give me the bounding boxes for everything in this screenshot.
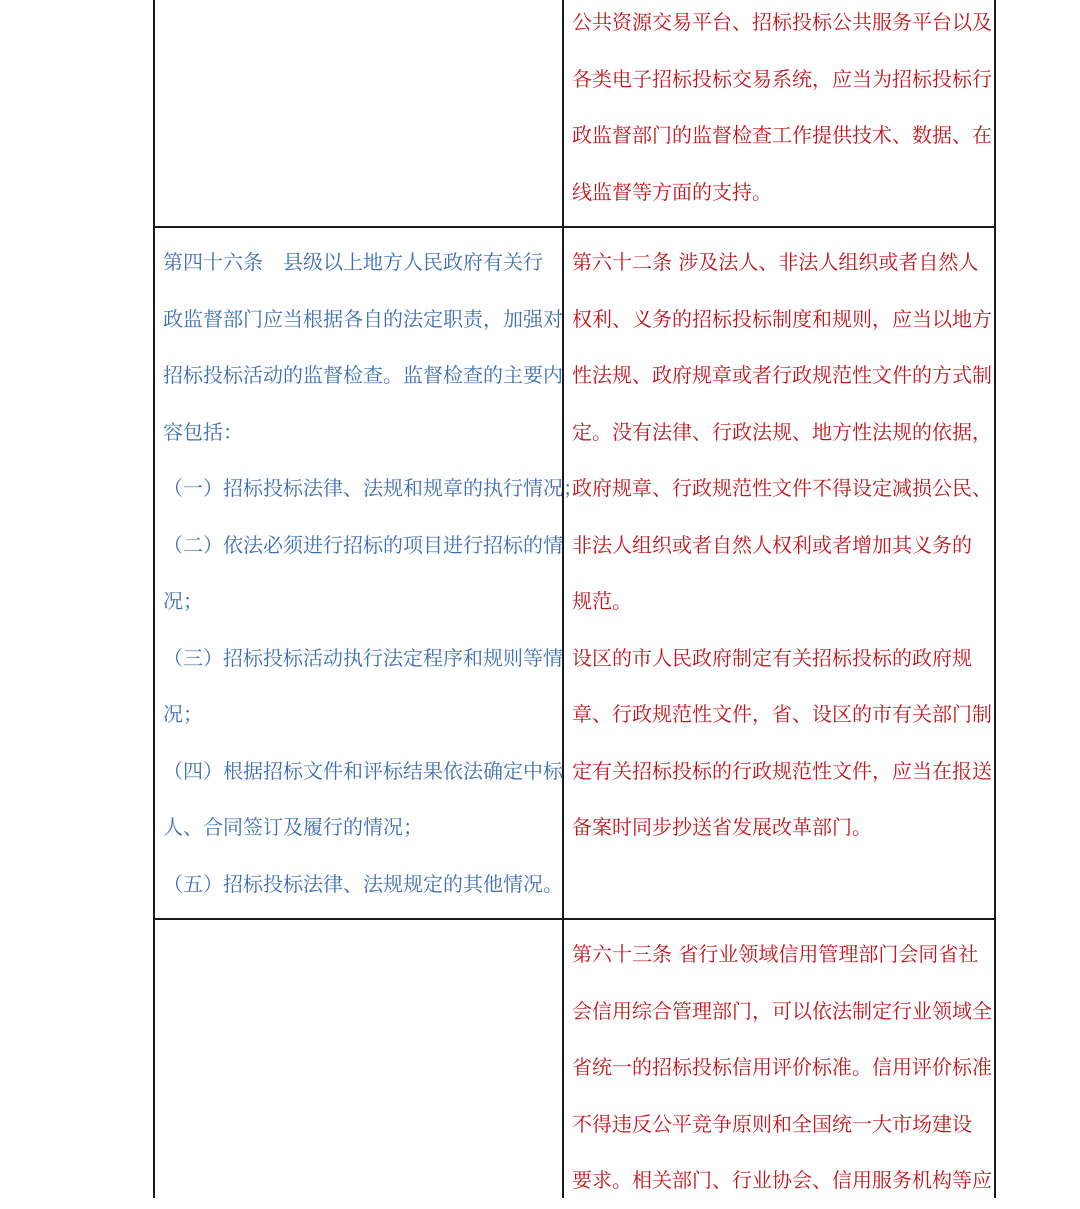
text-line: 不得违反公平竞争原则和全国统一大市场建设	[572, 1111, 972, 1136]
text-line: （四）根据招标文件和评标结果依法确定中标	[163, 758, 563, 783]
table-cell-new-article-62	[572, 234, 992, 856]
text-line: 第六十二条 涉及法人、非法人组织或者自然人	[572, 250, 979, 274]
text-line: 非法人组织或者自然人权利或者增加其义务的	[572, 532, 972, 557]
text-line: 设区的市人民政府制定有关招标投标的政府规	[572, 645, 972, 670]
text-line: 公共资源交易平台、招标投标公共服务平台以及	[572, 10, 992, 34]
table-row-divider	[153, 226, 996, 228]
text-line: 政府规章、行政规范性文件不得设定减损公民、	[572, 476, 992, 500]
table-border-left	[153, 0, 155, 1198]
text-line: 第四十六条 县级以上地方人民政府有关行	[163, 250, 543, 274]
text-line: 权利、义务的招标投标制度和规则，应当以地方	[572, 306, 992, 331]
text-line: 省统一的招标投标信用评价标准。信用评价标准	[572, 1055, 992, 1079]
table-cell-new-article-63	[572, 926, 992, 1209]
table-row-divider	[153, 918, 996, 920]
text-line: 规范。	[572, 589, 632, 613]
text-line: 政监督部门应当根据各自的法定职责，加强对	[163, 306, 563, 331]
text-line: 各类电子招标投标交易系统，应当为招标投标行	[572, 66, 992, 91]
text-line: （三）招标投标活动执行法定程序和规则等情	[163, 645, 563, 670]
text-line: 容包括：	[163, 419, 243, 444]
table-cell-new-article-continuation	[572, 0, 992, 220]
text-line: 第六十三条 省行业领域信用管理部门会同省社	[572, 942, 979, 966]
text-line: 政监督部门的监督检查工作提供技术、数据、在	[572, 123, 992, 147]
text-line: 性法规、政府规章或者行政规范性文件的方式制	[572, 363, 992, 387]
text-line: 况；	[163, 702, 203, 726]
text-line: 定有关招标投标的行政规范性文件，应当在报送	[572, 758, 992, 783]
text-line: （一）招标投标法律、法规和规章的执行情况；	[163, 476, 583, 500]
text-line: 况；	[163, 589, 203, 613]
text-line: 章、行政规范性文件，省、设区的市有关部门制	[572, 702, 992, 726]
text-line: 会信用综合管理部门，可以依法制定行业领域全	[572, 998, 992, 1023]
text-line: 备案时同步抄送省发展改革部门。	[572, 815, 872, 839]
text-line: 线监督等方面的支持。	[572, 179, 772, 204]
text-line: 定。没有法律、行政法规、地方性法规的依据，	[572, 419, 992, 444]
table-border-right	[994, 0, 996, 1198]
text-line: 要求。相关部门、行业协会、信用服务机构等应	[572, 1168, 992, 1192]
text-line: （五）招标投标法律、法规规定的其他情况。	[163, 871, 563, 896]
text-line: 人、合同签订及履行的情况；	[163, 815, 423, 839]
text-line: （二）依法必须进行招标的项目进行招标的情	[163, 532, 563, 557]
table-cell-old-article-46	[163, 234, 583, 912]
text-line: 招标投标活动的监督检查。监督检查的主要内	[163, 363, 563, 387]
